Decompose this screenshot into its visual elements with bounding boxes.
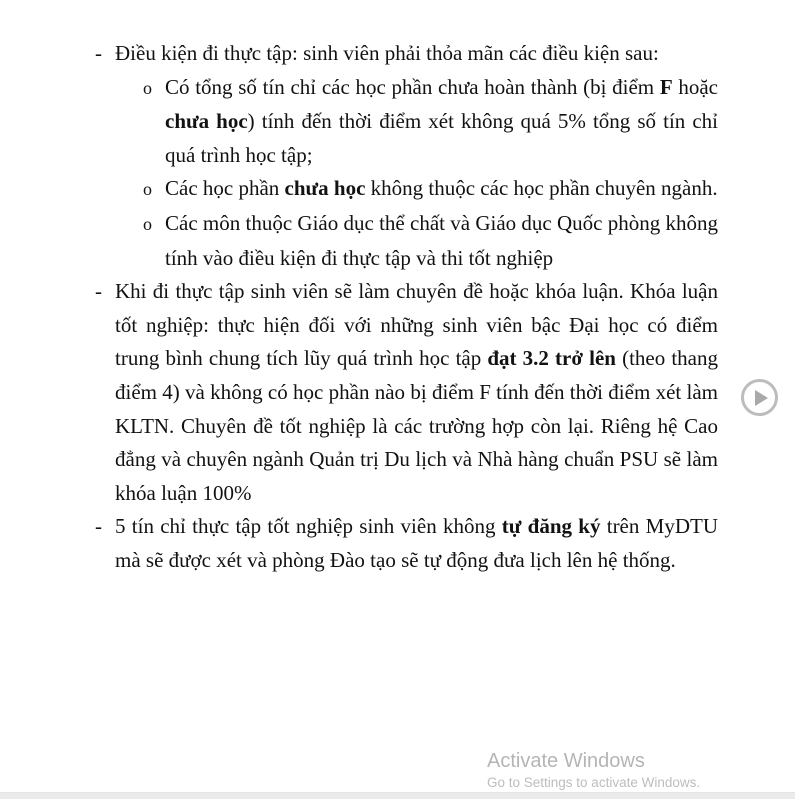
text-segment-bold: chưa học: [165, 109, 248, 134]
bullet-marker: -: [95, 279, 102, 304]
text-segment: ) tính đến thời điểm xét không quá 5% tổng số tín chỉ quá trình học tập;: [165, 109, 718, 167]
text-segment: Các học phần: [165, 176, 285, 201]
watermark-subtitle: Go to Settings to activate Windows.: [487, 775, 701, 790]
text-segment: trên MyDTU mà sẽ được xét và phòng Đào tạo sẽ tự động đưa lịch lên hệ thống.: [115, 514, 718, 572]
text-segment: 5 tín chỉ thực tập tốt nghiệp sinh viên không: [115, 514, 502, 539]
list-item: [143, 207, 718, 275]
list-item: [95, 37, 718, 71]
text-segment: (theo thang điểm 4) và không có học phần nào bị điểm F tính đến thời điểm xét làm KLTN. Chuyên đề tốt nghiệp là các trường hợp còn lại. Riêng hệ Cao đẳng và chuyên ngành Quản trị Du lịch và Nhà hàng chuẩn PSU sẽ làm khóa luận 100%: [115, 346, 719, 505]
next-slide-button[interactable]: [741, 379, 778, 416]
list-item: [95, 510, 718, 577]
play-icon: [755, 390, 768, 406]
bullet-marker: o: [143, 77, 152, 98]
text-segment: không thuộc các học phần chuyên ngành.: [365, 176, 718, 201]
window-edge: [0, 792, 795, 799]
bullet-marker: o: [143, 213, 152, 234]
watermark-title: Activate Windows: [487, 750, 645, 772]
text-segment-bold: F: [659, 74, 673, 99]
bullet-marker: -: [95, 41, 102, 65]
text-segment: Các môn thuộc Giáo dục thể chất và Giáo dục Quốc phòng không tính vào điều kiện đi thực tập và thi tốt nghiệp: [165, 210, 718, 270]
text-segment: Điều kiện đi thực tập: sinh viên phải thỏa mãn các điều kiện sau:: [115, 41, 659, 65]
text-segment: Có tổng số tín chỉ các học phần chưa hoàn thành (bị điểm: [165, 74, 660, 99]
text-segment: hoặc: [672, 74, 718, 99]
text-segment-bold: tự đăng ký: [501, 514, 601, 539]
activation-watermark: [487, 748, 700, 792]
list-item: [143, 172, 718, 207]
list-item: [143, 71, 718, 173]
text-segment-bold: chưa học: [284, 176, 366, 201]
document-body: [0, 37, 795, 578]
list-item: [95, 275, 718, 510]
bullet-marker: o: [143, 179, 152, 200]
text-segment: Khi đi thực tập sinh viên sẽ làm chuyên đề hoặc khóa luận. Khóa luận tốt nghiệp: thực hiện đối với những sinh viên bậc Đại học có điểm trung bình chung tích lũy quá trình học tập: [115, 279, 718, 371]
bullet-marker: -: [95, 514, 102, 539]
text-segment-bold: đạt 3.2 trở lên: [487, 346, 616, 371]
